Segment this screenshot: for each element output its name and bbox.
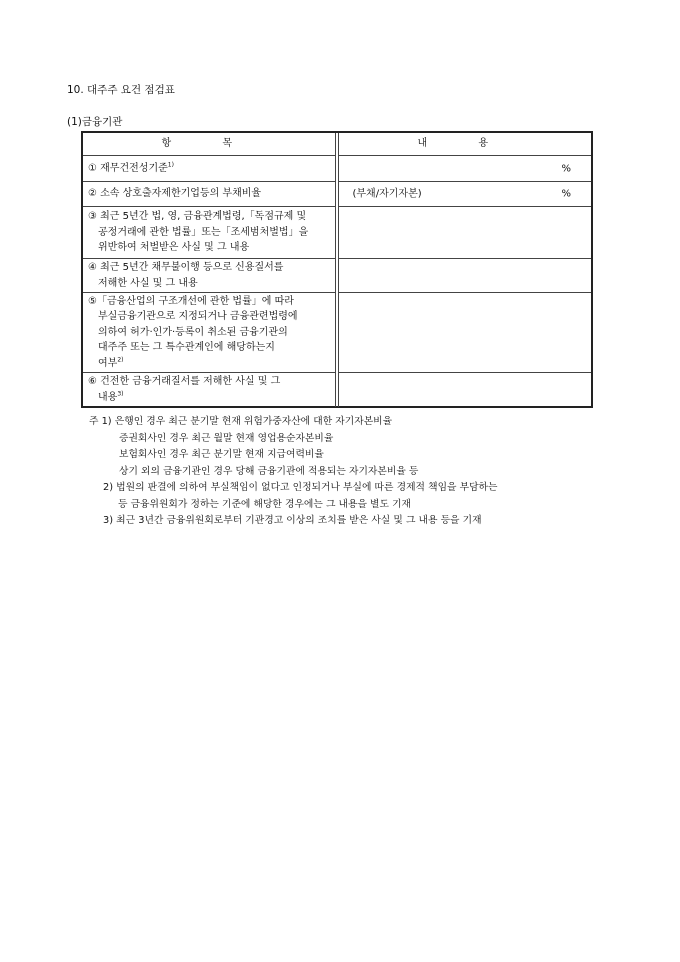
footnote-1-line: 상기 외의 금융기관인 경우 당해 금융기관에 적용되는 자기자본비율 등 bbox=[119, 465, 419, 477]
footnote-1-line: 보험회사인 경우 최근 분기말 현재 지급여력비율 bbox=[119, 449, 324, 460]
checklist-table-frame bbox=[81, 131, 593, 408]
footnote-1-line: 증권회사인 경우 최근 월말 현재 영업용순자본비율 bbox=[119, 432, 334, 444]
row-1-unit: % bbox=[561, 162, 571, 174]
footnote-1: 주 1) 은행인 경우 최근 분기말 현재 위험가중자산에 대한 자기자본비율 bbox=[89, 416, 393, 427]
table-row bbox=[83, 259, 591, 293]
table-row bbox=[83, 373, 591, 407]
row-1-content bbox=[338, 156, 591, 182]
row-2-formula: (부채/자기자본) bbox=[352, 188, 422, 200]
row-2-label: ② 소속 상호출자제한기업등의 부채비율 bbox=[83, 182, 335, 207]
table-header-row bbox=[83, 133, 591, 156]
subsection-heading: (1)금융기관 bbox=[67, 116, 123, 128]
footnote-3: 3) 최근 3년간 금융위원회로부터 기관경고 이상의 조치를 받은 사실 및 그 내용 등을 기재 bbox=[103, 515, 482, 526]
footnote-2: 2) 법원의 판결에 의하여 부실책임이 없다고 인정되거나 부실에 따른 경제적 책임을 부담하는 bbox=[103, 482, 498, 493]
row-2-unit: % bbox=[561, 188, 571, 200]
row-5-label: ⑤「금융산업의 구조개선에 관한 법률」에 따라 부실금융기관으로 지정되거나 금융관련법령에 의하여 허가·인가·등록이 취소된 금융기관의 대주주 또는 그 특수관계인에 해당하는지 여부$^{2)}$ bbox=[83, 293, 335, 373]
row-6-label: ⑥ 건전한 금융거래질서를 저해한 사실 및 그 내용$^{3)}$ bbox=[83, 373, 335, 407]
row-2-content bbox=[338, 182, 591, 207]
row-4-label: ④ 최근 5년간 채무불이행 등으로 신용질서를 저해한 사실 및 그 내용 bbox=[83, 259, 335, 293]
footnotes bbox=[89, 414, 497, 530]
header-item: 항 목 bbox=[83, 133, 335, 156]
section-heading: 10. 대주주 요건 점검표 bbox=[67, 84, 175, 96]
checklist-table bbox=[83, 133, 591, 407]
row-5-content bbox=[338, 293, 591, 373]
table-row bbox=[83, 182, 591, 207]
footnote-2-line: 등 금융위원회가 정하는 기준에 해당한 경우에는 그 내용을 별도 기재 bbox=[118, 498, 412, 510]
table-row bbox=[83, 207, 591, 259]
header-content: 내 용 bbox=[338, 133, 591, 156]
table-row bbox=[83, 156, 591, 182]
table-row bbox=[83, 293, 591, 373]
row-3-content bbox=[338, 207, 591, 259]
row-3-label: ③ 최근 5년간 법, 영, 금융관계법령,「독점규제 및 공정거래에 관한 법률」또는「조세범처벌법」을 위반하여 처벌받은 사실 및 그 내용 bbox=[83, 207, 335, 259]
row-4-content bbox=[338, 259, 591, 293]
row-6-content bbox=[338, 373, 591, 407]
row-1-label: ① 재무건전성기준$^{1)}$ bbox=[83, 156, 335, 182]
